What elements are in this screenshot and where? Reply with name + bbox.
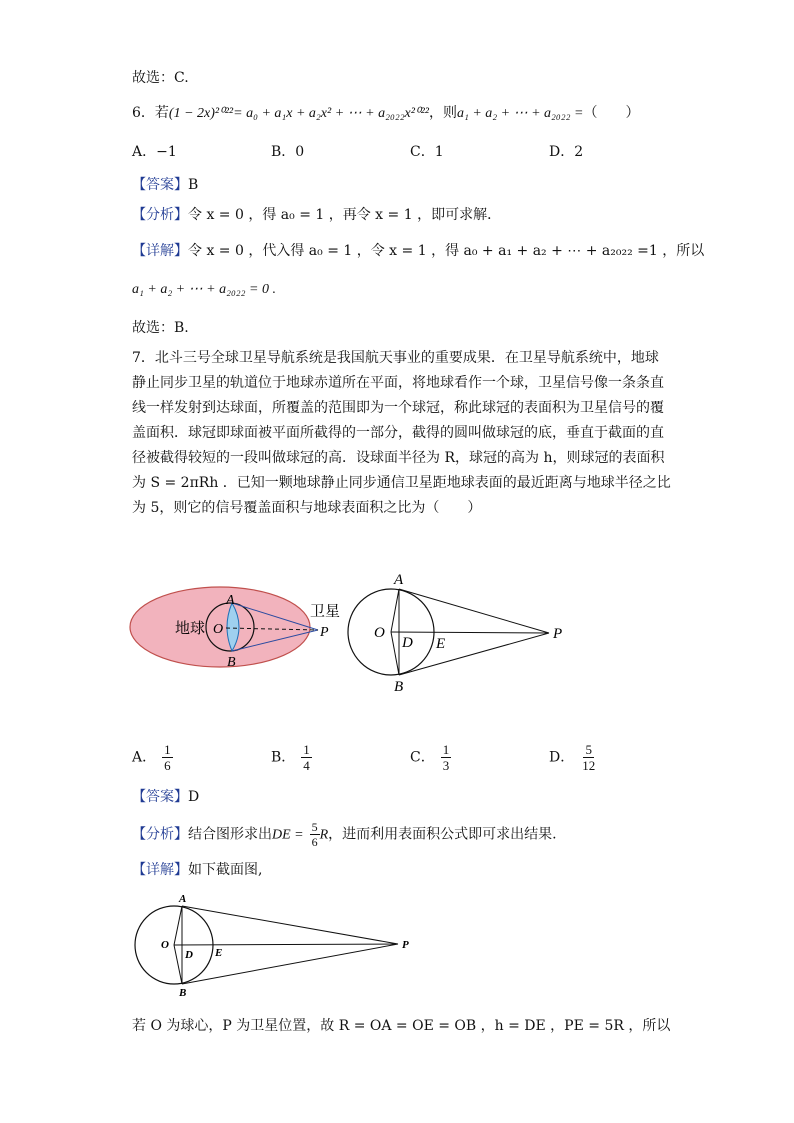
q7-choice-c-fraction — [441, 742, 452, 773]
satellite-label: 卫星 — [310, 604, 341, 620]
q7-analysis-den: 6 — [311, 835, 318, 849]
fig3-point-a: A — [179, 893, 187, 905]
q7-analysis-label: 【分析】 — [132, 826, 188, 843]
fig1-point-b: B — [227, 655, 236, 670]
q7-detail — [132, 859, 262, 879]
line-oa-2 — [174, 906, 182, 945]
line-ob-2 — [174, 945, 182, 984]
q7-choice-d-num: 5 — [585, 742, 592, 757]
fig3-point-o: O — [161, 939, 169, 951]
q7-answer — [132, 786, 199, 806]
q6-final: 故选：B. — [132, 320, 189, 336]
q6-choice-b[interactable]: B．0 — [271, 144, 305, 160]
q7-analysis — [132, 820, 557, 849]
line-op — [391, 632, 549, 633]
q6-expansion: = a₀ + a₁x + a₂x² + ⋯ + a₂₀₂₂x²⁰²² — [233, 106, 429, 121]
fig3-point-p: P — [402, 939, 409, 951]
fig2-point-p: P — [553, 626, 563, 642]
q7-choice-c-den: 3 — [442, 758, 450, 773]
q6-analysis — [132, 204, 501, 224]
fig2-point-b: B — [394, 679, 404, 695]
q7-choice-a-num: 1 — [164, 742, 171, 757]
earth-label: 地球 — [175, 621, 206, 637]
q7-choices — [132, 742, 692, 773]
q6-choice-c[interactable]: C．1 — [410, 144, 444, 160]
fig1-point-a: A — [226, 593, 235, 608]
q6-then: ，则 — [428, 105, 457, 121]
q7-analysis-post: ，进而利用表面积公式即可求出结果. — [328, 826, 557, 843]
q7-text: 7．北斗三号全球卫星导航系统是我国航天事业的重要成果．在卫星导航系统中，地球静止同步卫星的轨道位于地球赤道所在平面，将地球看作一个球，卫星信号像一条条直线一样发射到达球面，所覆盖的范围即为一个球冠，称此球冠的表面积为卫星信号的覆盖面积．球冠即球面被平面所截得的一部分，截得的圆叫做球冠的底，垂直于截面的直径被截得较短的一段叫做球冠的高．设球面半径为 R，球冠的高为 h，则球冠的表面积为 S = 2πRh ．已知一颗地球静止同步通信卫星距地球表面的最近距离与地球半径之比为 5，则它的信号覆盖面积与地球表面积之比为（ ） — [132, 350, 671, 516]
line-ap — [399, 589, 549, 633]
q6-sum: a₁ + a₂ + ⋯ + a₂₀₂₂ = — [456, 106, 584, 121]
q6-detail — [132, 240, 704, 260]
prev-answer: 故选：C. — [132, 70, 189, 86]
q7-choice-a-den: 6 — [164, 758, 171, 773]
q7-choice-d-letter: D． — [549, 749, 575, 766]
q7-choice-b-num: 1 — [303, 742, 310, 757]
q6-stem — [132, 102, 639, 122]
q7-analysis-r: R — [319, 827, 329, 843]
q7-analysis-fraction — [310, 820, 320, 849]
q7-last-line: 若 O 为球心，P 为卫星位置，故 R = OA = OE = OB ，h = DE ，PE = 5R ，所以 — [132, 1018, 671, 1034]
q7-analysis-pre: 结合图形求出 — [188, 826, 272, 843]
fig1-point-o: O — [213, 622, 224, 637]
q7-analysis-eq: DE = — [272, 827, 304, 843]
figure-section-2 — [132, 890, 422, 1002]
q7-detail-text: 如下截面图, — [188, 862, 263, 878]
figure-section-1 — [346, 570, 576, 695]
line-oa — [391, 589, 399, 632]
detail-label: 【详解】 — [132, 243, 188, 259]
fig3-point-b: B — [179, 987, 187, 999]
q7-detail-label: 【详解】 — [132, 862, 188, 878]
figure-earth-satellite — [128, 570, 343, 670]
q7-answer-value: D — [188, 789, 200, 805]
fig2-point-o: O — [374, 625, 385, 641]
q6-detail-2: a₁ + a₂ + ⋯ + a₂₀₂₂ = 0 . — [132, 282, 276, 297]
fig3-point-d: D — [185, 949, 193, 961]
q7-answer-label: 【答案】 — [132, 789, 188, 805]
q7-choice-a-fraction — [162, 742, 173, 773]
fig2-point-d: D — [402, 635, 413, 651]
q6-analysis-text: 令 x = 0 ，得 a₀ = 1 ，再令 x = 1 ，即可求解． — [188, 207, 502, 223]
q7-choice-b[interactable] — [271, 742, 410, 773]
q6-number: 6．若 — [132, 105, 169, 121]
q6-answer — [132, 174, 198, 194]
q6-choice-d[interactable]: D．2 — [549, 144, 584, 160]
q6-detail-text: 令 x = 0 ，代入得 a₀ = 1 ，令 x = 1 ，得 a₀ + a₁ + a₂ + ⋯ + a₂₀₂₂ =1 ，所以 — [188, 243, 705, 259]
analysis-label: 【分析】 — [132, 207, 188, 223]
fig2-point-a: A — [394, 572, 404, 588]
q7-choice-a[interactable] — [132, 742, 271, 773]
q7-analysis-num: 5 — [311, 820, 318, 834]
line-op-2 — [174, 944, 398, 945]
line-ap-2 — [182, 906, 398, 944]
q7-choice-b-letter: B． — [271, 749, 296, 766]
q7-choice-d-fraction — [580, 742, 597, 773]
q7-choice-c[interactable] — [410, 742, 549, 773]
q6-choice-a[interactable]: A．−1 — [132, 144, 177, 160]
q7-choice-b-fraction — [301, 742, 312, 773]
answer-label: 【答案】 — [132, 177, 188, 193]
q6-base: (1 − 2x)²⁰²² — [168, 106, 234, 121]
fig3-point-e: E — [215, 947, 223, 959]
q7-choice-a-letter: A． — [132, 749, 157, 766]
q7-choice-c-num: 1 — [442, 742, 450, 757]
q6-answer-value: B — [188, 177, 199, 193]
q7-choice-b-den: 4 — [303, 758, 310, 773]
q6-paren: （ ） — [583, 105, 640, 121]
line-bp — [399, 633, 549, 675]
line-ob — [391, 632, 399, 675]
fig2-point-e: E — [436, 636, 446, 652]
q7-choice-d[interactable] — [549, 742, 688, 773]
q7-choice-c-letter: C． — [410, 749, 435, 766]
q6-choices — [132, 141, 692, 161]
fig1-point-p: P — [320, 625, 329, 640]
q7-choice-d-den: 12 — [582, 758, 596, 773]
